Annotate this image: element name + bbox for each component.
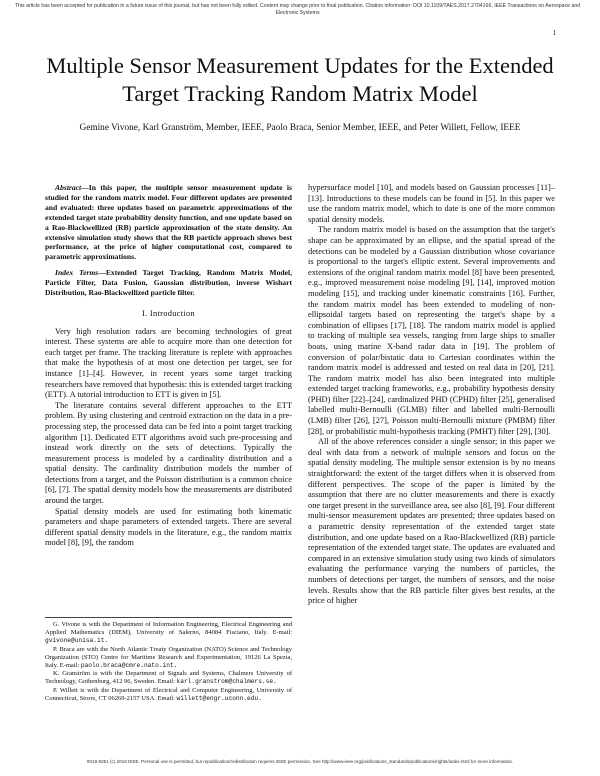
- index-terms-text: —Extended Target Tracking, Random Matrix Model, Particle Filter, Data Fusion, Gaussian distribution, inverse Wishart Distribution, Rao-Blackwellized particle filter.: [45, 268, 293, 298]
- copyright-line: 0018-9251 (c) 2016 IEEE. Personal use is permitted, but republication/redistribution requires IEEE permission. See http://www.ieee.org/publications_standards/publications/rights/index.html for more information.: [86, 759, 514, 764]
- footnote: [45, 621, 292, 646]
- email-link[interactable]: gvivone@unisa.it.: [45, 637, 109, 645]
- abstract: [45, 183, 292, 262]
- page-number: 1: [552, 29, 556, 37]
- email-link[interactable]: willett@engr.uconn.edu.: [176, 694, 262, 702]
- footnote-text: P. Braca are with the North Atlantic Treaty Organization (NATO) Science and Technology Organization (STO) Centre for Maritime Research and Experimentation, 19126 La Spezia, Italy. E-mail:: [45, 645, 292, 670]
- abstract-text: —In this paper, the multiple sensor measurement update is studied for the random matrix model. Four different updates are presented and evaluated: three updates based on parametric approximations of the extended target state probability density function, and one update based on a Rao-Blackwellized (RB) particle approximation of the state density. An extensive simulation study shows that the RB particle approach shows best performance, at the price of higher computational cost, compared to parametric approximations.: [45, 183, 292, 262]
- journal-banner: This article has been accepted for publication in a future issue of this journal, but has not been fully edited. Content may change prior to final publication. Citation information: DOI 10.1109/TAES.2017.2704166, IEEE Transactions on Aerospace and Electronic Systems: [14, 3, 581, 16]
- paragraph: Spatial density models are used for estimating both kinematic parameters and shape parameters of extended targets. There are several different spatial density models in the literature, e.g., the random matrix model [8], [9], the random: [45, 506, 292, 548]
- paragraph: hypersurface model [10], and models based on Gaussian processes [11]–[13]. Introductions to these models can be found in [5]. In this paper we use the random matrix model, which to date is one of the more common spatial density models.: [308, 183, 555, 224]
- right-column: [308, 183, 555, 607]
- author-list: Gemine Vivone, Karl Granström, Member, IEEE, Paolo Braca, Senior Member, IEEE, and Peter Willett, Fellow, IEEE: [79, 123, 521, 133]
- footnote-text: G. Vivone is with the Department of Information Engineering, Electrical Engineering and Applied Mathematics (DIEM), University of Salerno, 84084 Fisciano, Italy. E-mail:: [45, 621, 292, 637]
- footnote-text: K. Granström is with the Department of Signals and Systems, Chalmers University of Technology, Gothenburg, 412 96, Sweden. Email:: [45, 670, 292, 686]
- left-column: [45, 183, 292, 549]
- footnote: [45, 670, 292, 686]
- footnotes: [45, 617, 292, 703]
- index-terms-label: Index Terms: [55, 268, 99, 278]
- abstract-label: Abstract: [55, 183, 82, 192]
- footnote: [45, 646, 292, 671]
- paragraph: The random matrix model is based on the assumption that the target's shape can be approximated by an ellipse, and the spatial spread of the detections can be modeled by a Gaussian distribution whose covariance is proportional to the target's elliptic extent. Several improvements and extensions of the original random matrix model [8] have been presented, e.g., improved measurement noise modeling [9], [14], improved motion modeling [15], and tracking under kinematic constraints [16]. Further, the random matrix model has been extended to modeling of non-ellipsoidal targets based on representing the target's shape by a combination of ellipses [17], [18]. The random matrix model is applied to tracking of multiple sea vessels, ranging from large ships to smaller boats, using marine X-band radar data in [19]. The problem of conversion of polar/bistatic data to Cartesian coordinates within the random matrix model is addressed and tested on real data in [20], [21]. The random matrix model has also been integrated into multiple extended target tracking frameworks, e.g., probability hypothesis density (PHD) filter [22]–[24], cardinalized PHD (CPHD) filter [25], generalised labelled multi-Bernoulli (GLMB) filter and labelled multi-Bernoulli (LMB) filter [26], [27], Poisson multi-Bernoulli mixture (PMBM) filter [28], or probabilistic multi-hypothesis tracking (PMHT) filter [29], [30].: [308, 225, 555, 436]
- email-link[interactable]: karl.granstrom@chalmers.se.: [176, 678, 277, 686]
- paragraph: The literature contains several different approaches to the ETT problem. By using clustering and centroid extraction on the data in a pre-processing step, the processed data can be fed into a point target tracking algorithm [1]. Dedicated ETT algorithms avoid such pre-processing and instead work directly on the sets of detections. Typically the measurement process is modeled by a cardinality distribution and a spatial density. The cardinality distribution models the number of detections from a target, and the Poisson distribution is a common choice [6], [7]. The spatial density models how the measurements are distributed around the target.: [45, 400, 292, 506]
- email-link[interactable]: paolo.braca@cmre.nato.int.: [80, 662, 178, 670]
- paragraph: All of the above references consider a single sensor; in this paper we deal with data from a network of multiple sensors and focus on the spatial density modeling. The multiple sensor extension is by no means straightforward: the extent of the target differs when it is observed from different perspectives. The scope of the paper is limited by the assumption that there are no clutter measurements and there is exactly one target present in the surveillance area, see also [8], [9]. Four different multi-sensor measurement updates are presented; three updates based on a parametric density representation of the extended target state distribution, and one update based on a Rao-Blackwellized (RB) particle representation of the extended target state. The updates are evaluated and compared in an extensive simulation study using two kinds of simulators evaluating the performance varying the numbers of particles, the numbers of detections per target, the numbers of sensors, and the noise levels. Results show that the RB particle filter gives best results, at the price of higher: [308, 437, 555, 606]
- footnote: [45, 687, 292, 703]
- section-heading: I. Introduction: [142, 308, 195, 318]
- paragraph: Very high resolution radars are becoming technologies of great interest. These systems are able to acquire more than one detection for each target per frame. The tracking literature is replete with approaches that make the hypothesis of at most one detection per target, see for instance [1]–[4]. However, in recent years some target tracking researchers have removed that hypothesis: this is extended target tracking (ETT). A tutorial introduction to ETT is given in [5].: [45, 326, 292, 400]
- footnote-text: P. Willett is with the Department of Electrical and Computer Engineering, University of Connecticut, Storrs, CT 06269-2157 USA. Email:: [45, 686, 292, 702]
- paper-title: Multiple Sensor Measurement Updates for the Extended Target Tracking Random Matrix Model: [46, 53, 554, 106]
- index-terms: [45, 268, 292, 298]
